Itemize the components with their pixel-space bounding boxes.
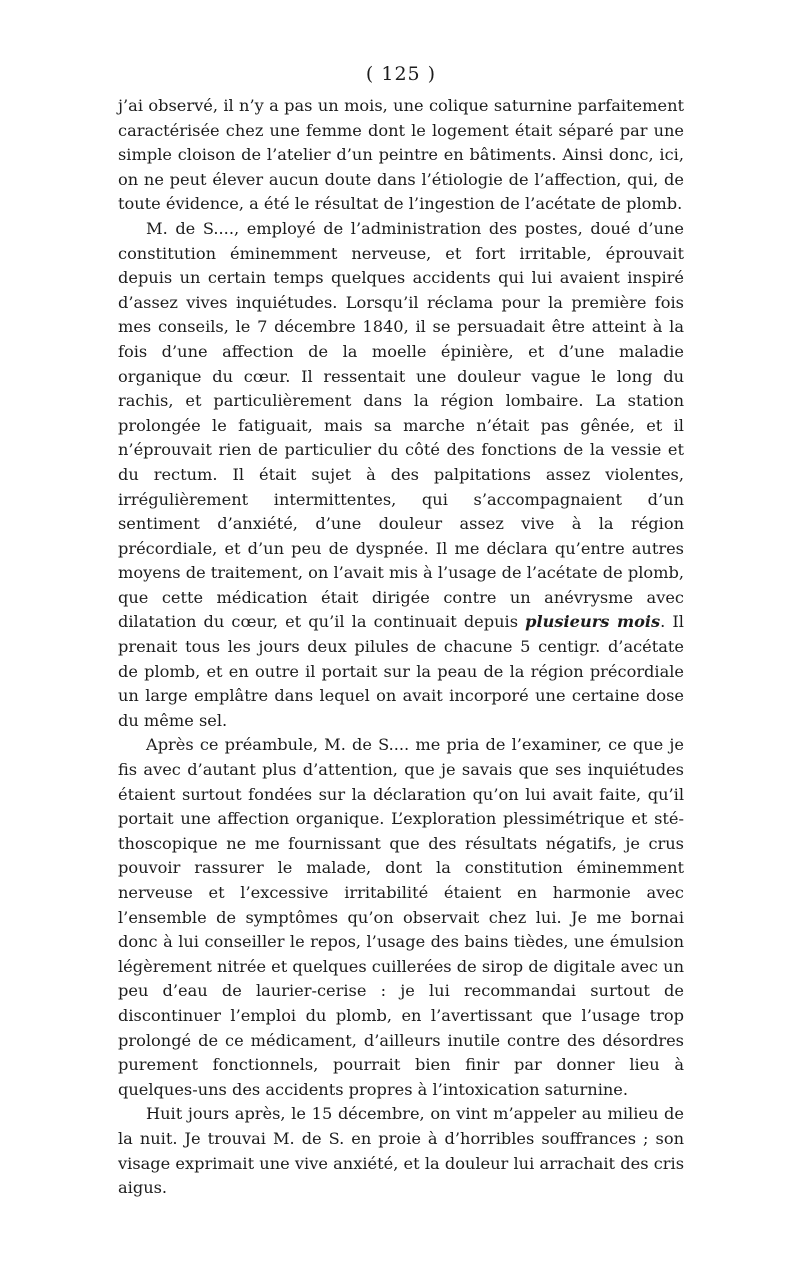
paragraph-2-italic-emphasis: plusieurs mois [525,612,661,632]
paragraph-1: j’ai observé, il n’y a pas un mois, une colique saturnine parfaitement caractérisée chez une femme dont le logement était séparé par une simple cloison de l’atelier d’un peintre en bâtiments. Ainsi donc, ici, on ne peut élever aucun doute dans l’étiologie de l’affection, qui, de toute évidence, a été le résultat de l’ingestion de l’acétate de plomb. [118,96,684,214]
paragraph-4: Huit jours après, le 15 décembre, on vint m’appeler au milieu de la nuit. Je trouvai M. de S. en proie à d’horribles souffrances ; son visage exprimait une vive anxiété, et la douleur lui arrachait des cris aigus. [118,1104,684,1198]
paragraph-2 [118,217,684,733]
page-number: ( 125 ) [365,63,437,85]
paragraph-3: Après ce préambule, M. de S.... me pria de l’examiner, ce que je fis avec d’autant plus d’attention, que je savais que ses inquiétudes étaient surtout fondées sur la déclaration qu’on lui avait faite, qu’il portait une affection organique. L’exploration plessimétrique et stéthoscopique ne me fournissant que des résultats négatifs, je crus pouvoir rassurer le malade, dont la constitution éminemment nerveuse et l’excessive irritabilité étaient en harmonie avec l’ensemble de symptômes qu’on observait chez lui. Je me bornai donc à lui conseiller le repos, l’usage des bains tièdes, une émulsion légèrement nitrée et quelques cuillerées de sirop de digitale avec un peu d’eau de laurier-cerise : je lui recommandai surtout de discontinuer l’emploi du plomb, en l’avertissant que l’usage trop prolongé de ce médicament, d’ailleurs inutile contre des désordres purement fonctionnels, pourrait bien finir par donner lieu à quelques-uns des accidents propres à l’intoxication saturnine. [118,735,684,1099]
book-page [118,60,684,1201]
paragraph-2-text-before: M. de S...., employé de l’administration des postes, doué d’une constitution éminemment nerveuse, et fort irritable, éprouvait depuis un certain temps quelques accidents qui lui avaient inspiré d’assez vives inquiétudes. Lorsqu’il réclama pour la première fois mes conseils, le 7 décembre 1840, il se persuadait être atteint à la fois d’une affection de la moelle épinière, et d’une maladie organique du cœur. Il ressentait une douleur vague le long du rachis, et particulièrement dans la région lombaire. La station prolongée le fatiguait, mais sa marche n’était pas gênée, et il n’éprouvait rien de particulier du côté des fonctions de la vessie et du rectum. Il était sujet à des palpitations assez violentes, irrégulièrement intermittentes, qui s’accompagnaient d’un sentiment d’anxiété, d’une douleur assez vive à la région précordiale, et d’un peu de dyspnée. Il me déclara qu’entre autres moyens de traitement, on l’avait mis à l’usage de l’acétate de plomb, que cette médication était dirigée contre un anévrysme avec dilatation du cœur, et qu’il la continuait depuis [118,218,684,632]
paragraph-2-text-after: . Il prenait tous les jours deux pilules de chacune 5 centigr. d’acétate de plomb, et en outre il portait sur la peau de la région précordiale un large emplâtre dans lequel on avait incorporé une certaine dose du même sel. [118,612,684,730]
